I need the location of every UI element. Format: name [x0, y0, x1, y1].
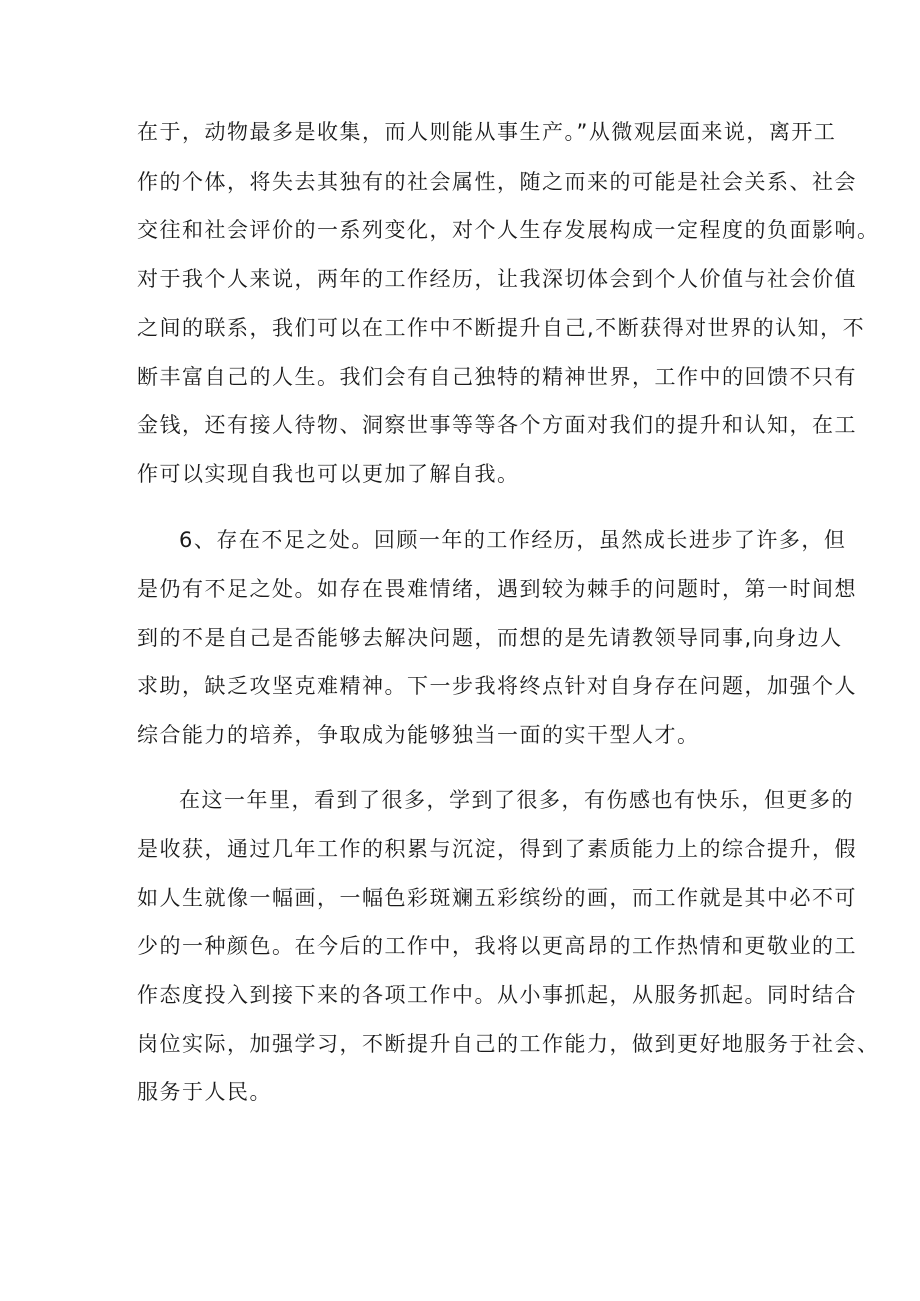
paragraph-1-line-6: 断丰富自己的人生。我们会有自己独特的精神世界，工作中的回馈不只有 — [137, 365, 857, 389]
paragraph-3-line-7: 服务于人民。 — [137, 1080, 272, 1104]
paragraph-3-line-2: 是收获，通过几年工作的积累与沉淀，得到了素质能力上的综合提升，假 — [137, 837, 857, 861]
paragraph-3-line-5: 作态度投入到接下来的各项工作中。从小事抓起，从服务抓起。同时结合 — [137, 983, 857, 1007]
paragraph-3-line-3: 如人生就像一幅画，一幅色彩斑斓五彩缤纷的画，而工作就是其中必不可 — [137, 886, 857, 910]
paragraph-1-line-2: 作的个体，将失去其独有的社会属性，随之而来的可能是社会关系、社会 — [137, 170, 857, 194]
paragraph-3-line-6: 岗位实际，加强学习，不断提升自己的工作能力，做到更好地服务于社会、 — [137, 1032, 880, 1056]
paragraph-1-line-3: 交往和社会评价的一系列变化，对个人生存发展构成一定程度的负面影响。 — [137, 218, 880, 242]
paragraph-3-line-4: 少的一种颜色。在今后的工作中，我将以更高昂的工作热情和更敬业的工 — [137, 934, 857, 958]
paragraph-1-line-1: 在于，动物最多是收集，而人则能从事生产。”从微观层面来说，离开工 — [137, 120, 837, 144]
paragraph-1-line-5: 之间的联系，我们可以在工作中不断提升自己,不断获得对世界的认知，不 — [137, 316, 866, 340]
paragraph-2-line-2: 是仍有不足之处。如存在畏难情绪，遇到较为棘手的问题时，第一时间想 — [137, 577, 857, 601]
paragraph-1-line-8: 作可以实现自我也可以更加了解自我。 — [137, 462, 520, 486]
paragraph-1-line-7: 金钱，还有接人待物、洞察世事等等各个方面对我们的提升和认知，在工 — [137, 413, 857, 437]
paragraph-1-line-4: 对于我个人来说，两年的工作经历，让我深切体会到个人价值与社会价值 — [137, 267, 857, 291]
paragraph-2-line-3: 到的不是自己是否能够去解决问题，而想的是先请教领导同事,向身边人 — [137, 626, 843, 650]
paragraph-3-line-1: 在这一年里，看到了很多，学到了很多，有伤感也有快乐，但更多的 — [179, 788, 854, 812]
paragraph-2-line-4: 求助，缺乏攻坚克难精神。下一步我将终点针对自身存在问题，加强个人 — [137, 674, 857, 698]
paragraph-2-line-1: 6、存在不足之处。回顾一年的工作经历，虽然成长进步了许多，但 — [179, 528, 847, 552]
paragraph-2-line-5: 综合能力的培养，争取成为能够独当一面的实干型人才。 — [137, 723, 700, 747]
